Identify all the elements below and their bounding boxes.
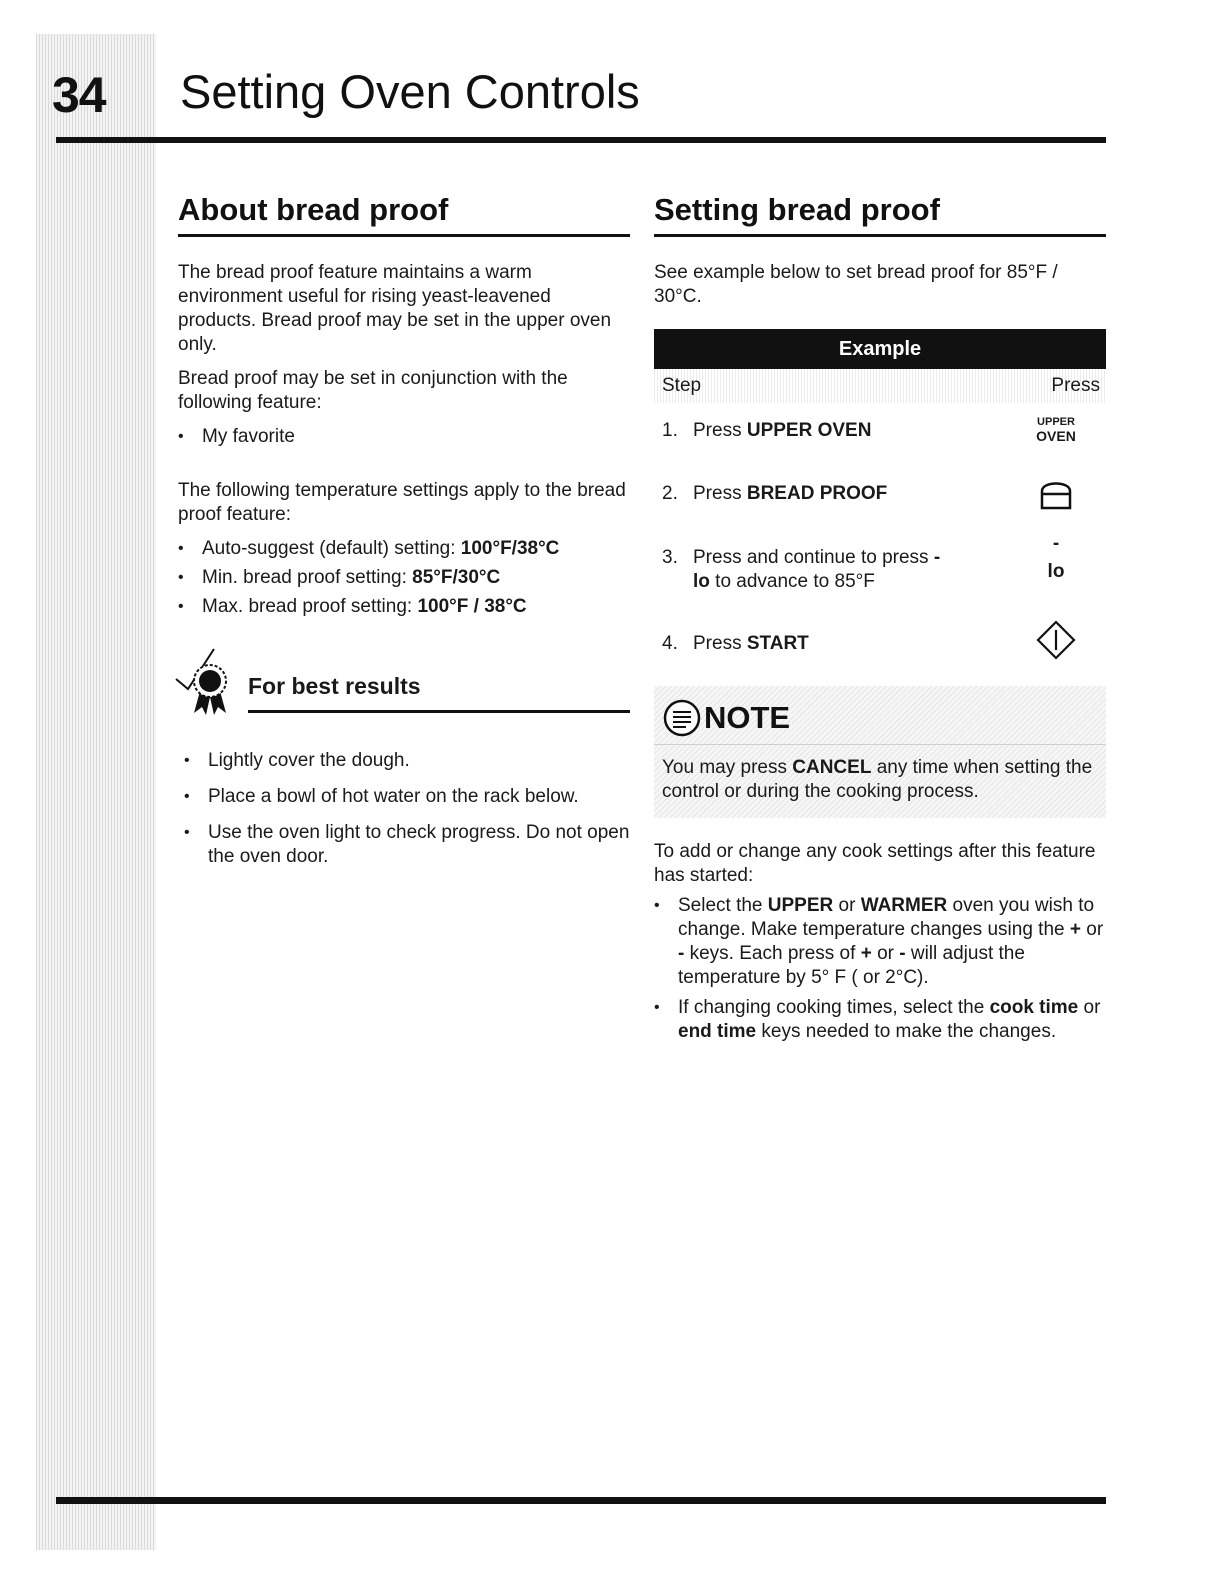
step-number: 4. xyxy=(662,633,678,654)
temps-list xyxy=(178,537,630,619)
side-band xyxy=(36,34,156,1550)
after-start-intro: To add or change any cook settings after this feature has started: xyxy=(654,841,1096,886)
footer-rule xyxy=(56,1497,1106,1504)
list-item: • Place a bowl of hot water on the rack below. xyxy=(184,785,630,809)
best-results-list xyxy=(178,749,630,869)
step-number: 1. xyxy=(662,420,678,441)
list-item: • If changing cooking times, select the cook time or end time keys needed to make the changes. xyxy=(654,996,1106,1044)
note-title: NOTE xyxy=(704,700,791,735)
step-key-name: BREAD PROOF xyxy=(746,483,888,504)
best-results-title: For best results xyxy=(248,673,630,713)
example-header: Example xyxy=(654,329,1106,369)
setting-section xyxy=(654,192,1106,1044)
temp-label: Auto-suggest (default) setting: xyxy=(202,538,461,559)
step-text xyxy=(693,419,993,443)
page-title: Setting Oven Controls xyxy=(180,65,640,118)
temp-label: Max. bread proof setting: xyxy=(202,596,418,617)
about-intro: The bread proof feature maintains a warm environment useful for rising yeast-leavened products. Bread proof may be set in the upper oven only. xyxy=(178,262,612,355)
note-text-post: any time when setting the control or during the cooking process. xyxy=(662,757,1093,802)
list-item xyxy=(178,566,630,590)
step-text-pre: Press xyxy=(693,420,747,441)
lo-key-label: lo xyxy=(1047,561,1065,582)
award-ribbon-check-icon xyxy=(174,647,242,717)
upper-oven-key xyxy=(1006,415,1106,445)
list-item: • Use the oven light to check progress. Do not open the oven door. xyxy=(184,821,630,869)
best-results-header xyxy=(178,645,630,715)
temp-value: 100°F / 38°C xyxy=(417,596,527,617)
upper-oven-key-line1: UPPER xyxy=(1037,416,1075,428)
step-row xyxy=(654,632,1106,686)
note-divider xyxy=(654,744,1106,745)
bread-proof-key xyxy=(1006,478,1106,519)
note-box xyxy=(654,686,1106,818)
note-text-pre: You may press xyxy=(662,757,793,778)
step-text-pre: Press xyxy=(693,633,747,654)
about-conjunction: Bread proof may be set in conjunction with the following feature: xyxy=(178,368,568,413)
step-key-name: -lo xyxy=(693,547,941,592)
feature-list xyxy=(178,425,630,449)
start-diamond-icon xyxy=(1036,620,1076,660)
step-number: 3. xyxy=(662,547,678,568)
upper-oven-key-line2: OVEN xyxy=(1036,428,1076,444)
step-text xyxy=(693,632,993,656)
about-heading: About bread proof xyxy=(178,192,630,237)
note-text xyxy=(662,756,1102,804)
step-number: 2. xyxy=(662,483,678,504)
about-section xyxy=(178,192,630,869)
step-text-pre: Press xyxy=(693,483,747,504)
page-number: 34 xyxy=(52,67,106,123)
temp-value: 100°F/38°C xyxy=(460,538,560,559)
temp-label: Min. bread proof setting: xyxy=(202,567,413,588)
bread-loaf-icon xyxy=(1037,478,1075,512)
step-text xyxy=(693,546,953,594)
step-text-post: to advance to 85°F xyxy=(709,571,875,592)
setting-heading: Setting bread proof xyxy=(654,192,1106,237)
note-cancel-key: CANCEL xyxy=(792,757,872,778)
setting-intro: See example below to set bread proof for 85°F / 30°C. xyxy=(654,262,1058,307)
step-row xyxy=(654,416,1106,482)
step-key-name: UPPER OVEN xyxy=(746,420,872,441)
lo-key-dash: - xyxy=(1052,533,1060,554)
start-key xyxy=(1006,620,1106,667)
list-item: • My favorite xyxy=(178,425,630,449)
after-start-list xyxy=(654,894,1106,1044)
step-text xyxy=(693,482,993,506)
temps-intro: The following temperature settings apply to the bread proof feature: xyxy=(178,480,626,525)
lo-key xyxy=(1006,530,1106,586)
step-table-header xyxy=(654,369,1106,403)
list-item xyxy=(178,537,630,561)
header-rule xyxy=(56,137,1106,143)
list-item xyxy=(178,595,630,619)
list-item: • Select the UPPER or WARMER oven you wish to change. Make temperature changes using the + or - keys. Each press of + or - will adjust the temperature by 5° F ( or 2°C). xyxy=(654,894,1106,990)
note-pad-icon xyxy=(662,698,702,738)
list-item: • Lightly cover the dough. xyxy=(184,749,630,773)
temp-value: 85°F/30°C xyxy=(412,567,501,588)
step-key-name: START xyxy=(746,633,809,654)
press-column-label: Press xyxy=(1051,375,1100,396)
step-text-pre: Press and continue to press xyxy=(693,547,934,568)
step-column-label: Step xyxy=(662,375,702,396)
